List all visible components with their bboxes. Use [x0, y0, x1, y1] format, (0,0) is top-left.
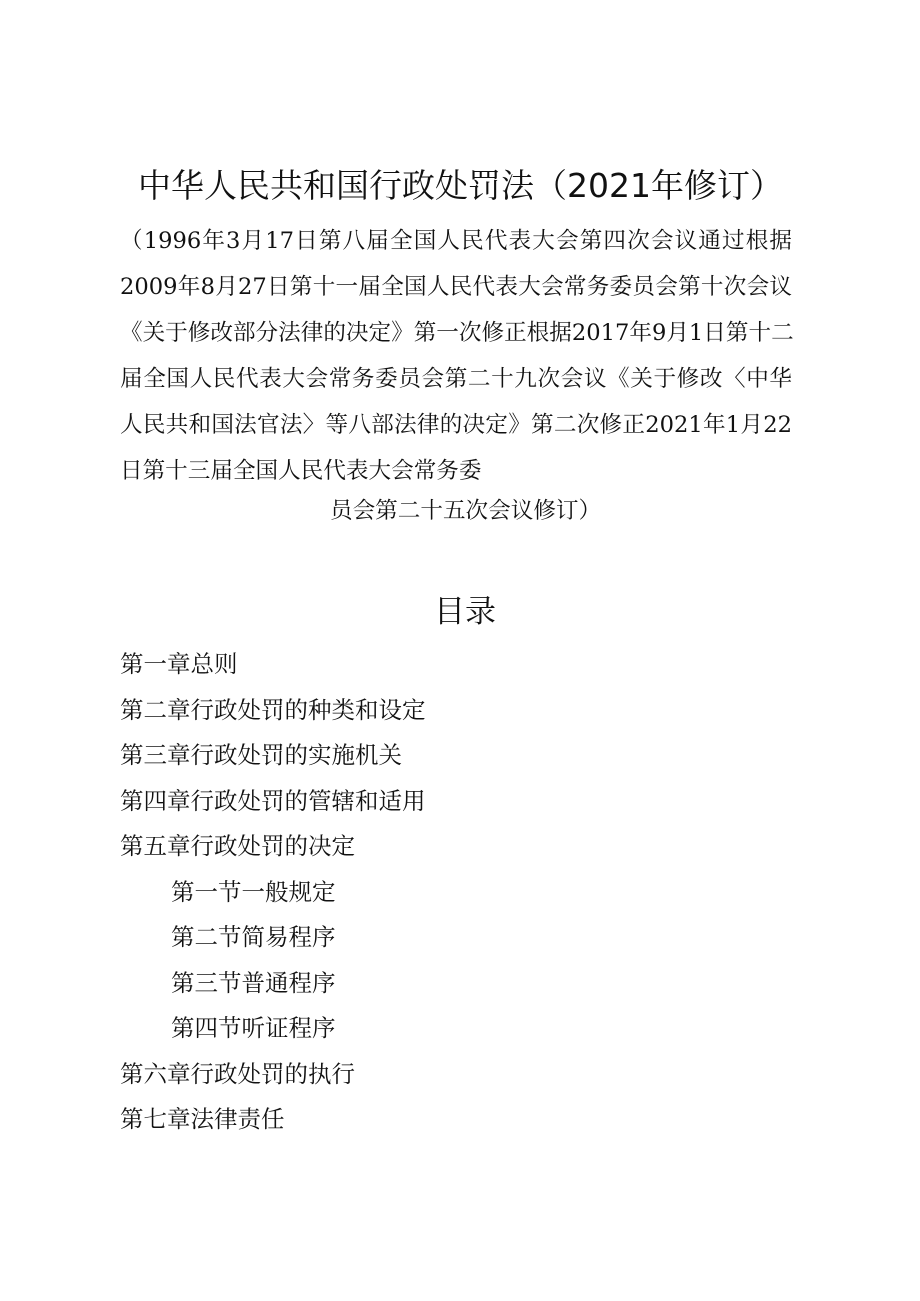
- history-line-tail: 员会第二十五次会议修订）: [330, 498, 602, 524]
- history-line-3: 《关于修改部分法律的决定》第一次修正根据2017年9月1日第十二: [120, 320, 794, 346]
- table-of-contents: [120, 642, 426, 1143]
- toc-item-chapter-6: 第六章行政处罚的执行: [120, 1059, 355, 1088]
- document-title: 中华人民共和国行政处罚法（2021年修订）: [138, 166, 783, 205]
- toc-item-section-2: 第二节简易程序: [171, 923, 336, 951]
- history-line-6: 日第十三届全国人民代表大会常务委: [120, 458, 482, 484]
- history-line-2: 2009年8月27日第十一届全国人民代表大会常务委员会第十次会议: [120, 274, 792, 300]
- toc-item-section-3: 第三节普通程序: [171, 968, 336, 997]
- legislative-history: [120, 218, 792, 494]
- toc-item-section-1: 第一节一般规定: [171, 877, 336, 906]
- history-line-5: 人民共和国法官法〉等八部法律的决定》第二次修正2021年1月22: [120, 412, 792, 438]
- toc-heading: 目录: [434, 594, 496, 630]
- toc-item-chapter-2: 第二章行政处罚的种类和设定: [120, 695, 426, 724]
- toc-item-chapter-4: 第四章行政处罚的管辖和适用: [120, 786, 426, 815]
- toc-item-chapter-1: 第一章总则: [120, 650, 238, 678]
- toc-item-chapter-3: 第三章行政处罚的实施机关: [120, 741, 402, 769]
- toc-item-chapter-7: 第七章法律责任: [120, 1105, 285, 1133]
- history-line-4: 届全国人民代表大会常务委员会第二十九次会议《关于修改〈中华: [120, 366, 792, 392]
- toc-item-section-4: 第四节听证程序: [171, 1014, 336, 1042]
- toc-item-chapter-5: 第五章行政处罚的决定: [120, 832, 355, 860]
- history-line-1: （1996年3月17日第八届全国人民代表大会第四次会议通过根据: [120, 228, 792, 254]
